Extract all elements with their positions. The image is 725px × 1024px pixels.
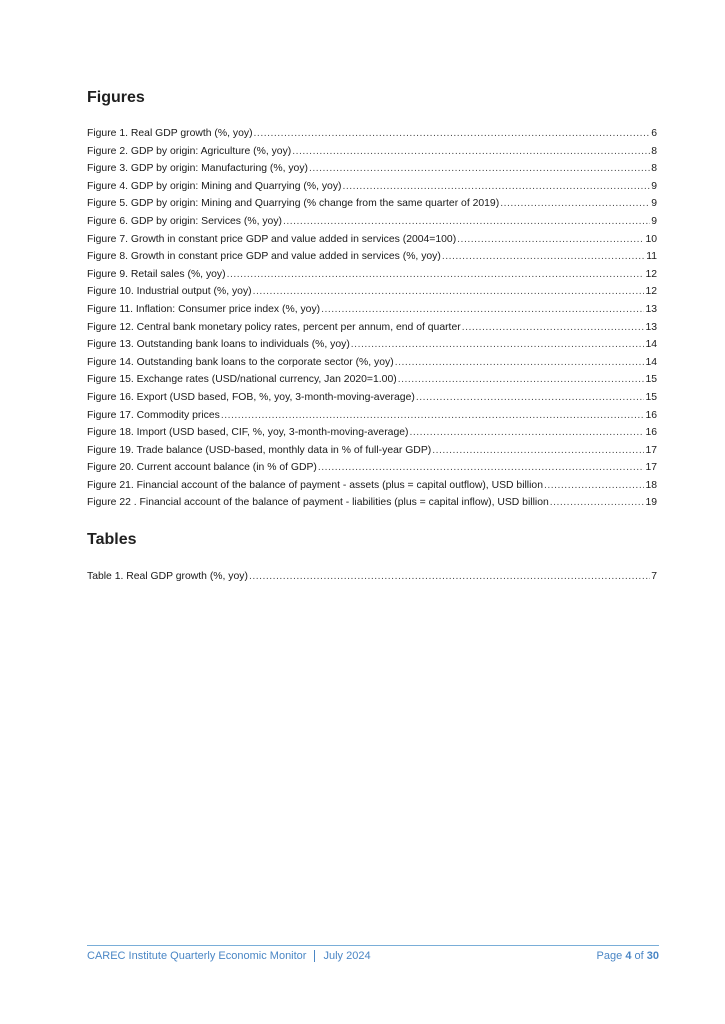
footer-date: July 2024 xyxy=(323,950,371,962)
figure-entry-page: 14 xyxy=(645,356,657,368)
figure-entry[interactable] xyxy=(87,336,657,354)
figure-entry-page: 9 xyxy=(651,215,657,227)
figure-entry-page: 15 xyxy=(645,391,657,403)
figure-entry-title: Figure 18. Import (USD based, CIF, %, yoy, 3-month-moving-average) xyxy=(87,427,409,439)
figure-entry[interactable] xyxy=(87,477,657,495)
dot-leader xyxy=(342,178,650,196)
figure-entry-page: 19 xyxy=(645,497,657,509)
figure-entry-title: Figure 20. Current account balance (in % of GDP) xyxy=(87,462,317,474)
figure-entry-title: Figure 5. GDP by origin: Mining and Quarrying (% change from the same quarter of 2019) xyxy=(87,198,500,210)
figure-entry-title: Figure 2. GDP by origin: Agriculture (%, yoy) xyxy=(87,145,292,157)
figure-entry[interactable] xyxy=(87,266,657,284)
figure-entry-title: Figure 15. Exchange rates (USD/national currency, Jan 2020=1.00) xyxy=(87,374,397,386)
footer-page-label: Page xyxy=(596,950,623,962)
figure-entry-page: 12 xyxy=(645,268,657,280)
figure-entry-page: 16 xyxy=(645,427,657,439)
figure-entry[interactable] xyxy=(87,459,657,477)
figure-entry-page: 15 xyxy=(645,374,657,386)
dot-leader xyxy=(395,354,645,372)
figure-entry[interactable] xyxy=(87,442,657,460)
footer-publication: CAREC Institute Quarterly Economic Monitor xyxy=(87,950,307,962)
footer-page-of: of xyxy=(634,950,644,962)
figure-entry-title: Figure 7. Growth in constant price GDP and value added in services (2004=100) xyxy=(87,233,457,245)
figure-entry-title: Figure 21. Financial account of the balance of payment - assets (plus = capital outflow), USD billion xyxy=(87,479,543,491)
figure-entry-page: 17 xyxy=(645,444,657,456)
figure-entry-title: Figure 16. Export (USD based, FOB, %, yoy, 3-month-moving-average) xyxy=(87,391,415,403)
dot-leader xyxy=(457,231,644,249)
dot-leader xyxy=(318,459,645,477)
figure-entry-title: Figure 17. Commodity prices xyxy=(87,409,220,421)
figures-list xyxy=(87,125,657,512)
figure-entry-title: Figure 11. Inflation: Consumer price index (%, yoy) xyxy=(87,303,321,315)
figure-entry[interactable] xyxy=(87,407,657,425)
figure-entry-page: 14 xyxy=(645,339,657,351)
figure-entry-page: 9 xyxy=(651,198,657,210)
figure-entry-page: 13 xyxy=(645,321,657,333)
tables-list xyxy=(87,568,657,586)
figure-entry-page: 12 xyxy=(645,286,657,298)
dot-leader xyxy=(416,389,645,407)
figure-entry-title: Figure 9. Retail sales (%, yoy) xyxy=(87,268,226,280)
figure-entry[interactable] xyxy=(87,160,657,178)
figure-entry-page: 8 xyxy=(651,163,657,175)
footer-left xyxy=(87,950,371,962)
figure-entry-title: Figure 12. Central bank monetary policy rates, percent per annum, end of quarter xyxy=(87,321,461,333)
dot-leader xyxy=(254,125,651,143)
dot-leader xyxy=(500,195,650,213)
footer-page-current: 4 xyxy=(625,950,632,962)
figure-entry-title: Figure 8. Growth in constant price GDP and value added in services (%, yoy) xyxy=(87,251,441,263)
footer-page-number xyxy=(597,950,659,962)
dot-leader xyxy=(292,143,650,161)
figure-entry-page: 13 xyxy=(645,303,657,315)
figure-entry[interactable] xyxy=(87,213,657,231)
dot-leader xyxy=(249,568,650,586)
table-entry-title: Table 1. Real GDP growth (%, yoy) xyxy=(87,571,248,582)
figure-entry-title: Figure 1. Real GDP growth (%, yoy) xyxy=(87,128,253,139)
figure-entry[interactable] xyxy=(87,354,657,372)
figure-entry[interactable] xyxy=(87,248,657,266)
figure-entry-page: 18 xyxy=(645,479,657,491)
figure-entry[interactable] xyxy=(87,125,657,143)
figure-entry-title: Figure 10. Industrial output (%, yoy) xyxy=(87,286,252,298)
dot-leader xyxy=(221,407,645,425)
figure-entry[interactable] xyxy=(87,389,657,407)
figure-entry-title: Figure 19. Trade balance (USD-based, monthly data in % of full-year GDP) xyxy=(87,444,432,456)
figure-entry-page: 11 xyxy=(646,251,657,263)
dot-leader xyxy=(398,371,645,389)
figure-entry[interactable] xyxy=(87,494,657,512)
figures-heading: Figures xyxy=(87,89,145,106)
figure-entry-title: Figure 22 . Financial account of the balance of payment - liabilities (plus = capital inflow), USD billion xyxy=(87,497,549,509)
dot-leader xyxy=(227,266,645,284)
dot-leader xyxy=(283,213,650,231)
figure-entry[interactable] xyxy=(87,301,657,319)
figure-entry[interactable] xyxy=(87,371,657,389)
dot-leader xyxy=(550,494,645,512)
figure-entry[interactable] xyxy=(87,195,657,213)
figure-entry-page: 6 xyxy=(651,128,657,139)
figure-entry[interactable] xyxy=(87,283,657,301)
dot-leader xyxy=(544,477,644,495)
dot-leader xyxy=(321,301,644,319)
table-entry[interactable] xyxy=(87,568,657,586)
figure-entry[interactable] xyxy=(87,143,657,161)
dot-leader xyxy=(309,160,650,178)
dot-leader xyxy=(432,442,644,460)
tables-heading: Tables xyxy=(87,531,137,548)
figure-entry-page: 16 xyxy=(645,409,657,421)
figure-entry-title: Figure 3. GDP by origin: Manufacturing (%, yoy) xyxy=(87,163,308,175)
figure-entry-title: Figure 13. Outstanding bank loans to individuals (%, yoy) xyxy=(87,339,350,351)
dot-leader xyxy=(351,336,645,354)
figure-entry[interactable] xyxy=(87,178,657,196)
dot-leader xyxy=(253,283,645,301)
figure-entry-page: 10 xyxy=(645,233,657,245)
footer-separator xyxy=(314,950,315,962)
figure-entry-page: 17 xyxy=(645,462,657,474)
figure-entry-page: 8 xyxy=(651,145,657,157)
figure-entry-title: Figure 6. GDP by origin: Services (%, yoy) xyxy=(87,215,282,227)
dot-leader xyxy=(442,248,645,266)
footer-page-total: 30 xyxy=(646,950,659,962)
figure-entry-title: Figure 14. Outstanding bank loans to the corporate sector (%, yoy) xyxy=(87,356,394,368)
figure-entry[interactable] xyxy=(87,231,657,249)
page-footer xyxy=(87,945,659,962)
dot-leader xyxy=(462,319,645,337)
figure-entry[interactable] xyxy=(87,319,657,337)
table-entry-page: 7 xyxy=(651,571,657,582)
dot-leader xyxy=(409,424,644,442)
figure-entry-title: Figure 4. GDP by origin: Mining and Quarrying (%, yoy) xyxy=(87,180,342,192)
figure-entry-page: 9 xyxy=(651,180,657,192)
figure-entry[interactable] xyxy=(87,424,657,442)
